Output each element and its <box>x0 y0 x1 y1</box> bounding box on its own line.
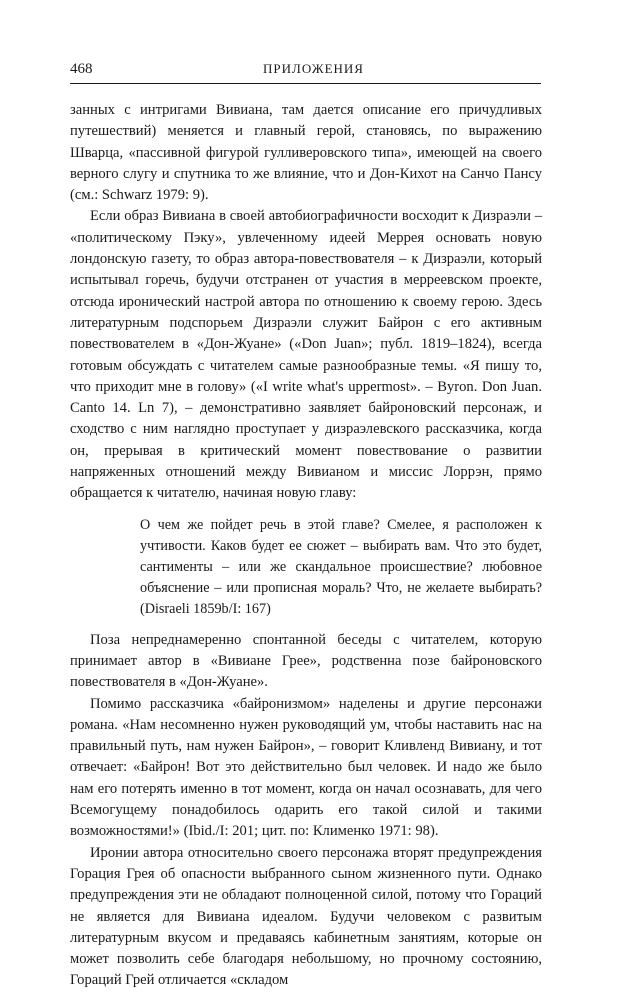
paragraph: Иронии автора относительно своего персонажа вторят предупреждения Горация Грея об опасности выбранного сыном жизненного пути. Однако предупреждения эти не обладают полноценной силой, потому что Гораций не является для Вивиана идеалом. Будучи человеком с развитым литературным вкусом и предаваясь кабинетным занятиям, которые он может позволить себе благодаря небольшому, но прочному состоянию, Гораций Грей отличается «складом <box>70 844 542 989</box>
header-rule <box>70 83 541 84</box>
paragraph: Помимо рассказчика «байронизмом» наделены и другие персонажи романа. «Нам несомненно нужен руководящий ум, чтобы наставить нас на правильный путь, нам нужен Байрон», – говорит Кливленд Вивиану, и тот отвечает: «Байрон! Вот это действительно был человек. И надо же было нам его потерять именно в тот момент, когда он начал осознавать, для чего Всемогущему понадобилось одарить его такой силой и такими возможностями!» (Ibid./I: 201; цит. по: Клименко 1971: 98). <box>70 695 542 840</box>
body-text <box>70 100 542 992</box>
running-title: ПРИЛОЖЕНИЯ <box>263 61 364 76</box>
paragraph: Поза непреднамеренно спонтанной беседы с читателем, которую принимает автор в «Вивиане Грее», родственна позе байроновского повествователя в «Дон-Жуане». <box>70 631 542 691</box>
paragraph: Если образ Вивиана в своей автобиографичности восходит к Дизраэли – «политическому Пэку», увлеченному идеей Меррея основать новую лондонскую газету, то образ автора-повествователя – к Дизраэли, который испытывал горечь, будучи отстранен от участия в мерреевском проекте, отсюда иронический настрой автора по отношению к своему герою. Здесь литературным подспорьем Дизраэли служит Байрон с его активным повествователем в «Дон-Жуане» («Don Juan»; публ. 1819–1824), всегда готовым обсуждать с читателем самые разнообразные темы. «Я пишу то, что приходит мне в голову» («I write what's uppermost». – Byron. Don Juan. Canto 14. Ln 7), – демонстративно заявляет байроновский персонаж, и сходство с ним наглядно проступает у дизраэлевского рассказчика, когда он, прерывая в критический момент повествование о развитии напряженных отношений между Вивианом и миссис Лоррэн, прямо обращается к читателю, начиная новую главу: <box>70 208 542 502</box>
paragraph-continued: занных с интригами Вивиана, там дается описание его причудливых путешествий) меняется и главный герой, становясь, по выражению Шварца, «пассивной фигурой гулливеровского типа», имеющей на своего верного слугу и спутника то же влияние, что и Дон-Кихот на Санчо Пансу (см.: Schwarz 1979: 9). <box>70 102 542 204</box>
page-number: 468 <box>70 61 93 77</box>
page-header <box>0 0 627 98</box>
block-quote: О чем же пойдет речь в этой главе? Смелее, я расположен к учтивости. Каков будет ее сюжет – выбирать вам. Что это будет, сантименты – или же скандальное происшествие? любовное объяснение – или прописная мораль? Что, не желаете выбирать? (Disraeli 1859b/I: 167) <box>140 516 542 617</box>
